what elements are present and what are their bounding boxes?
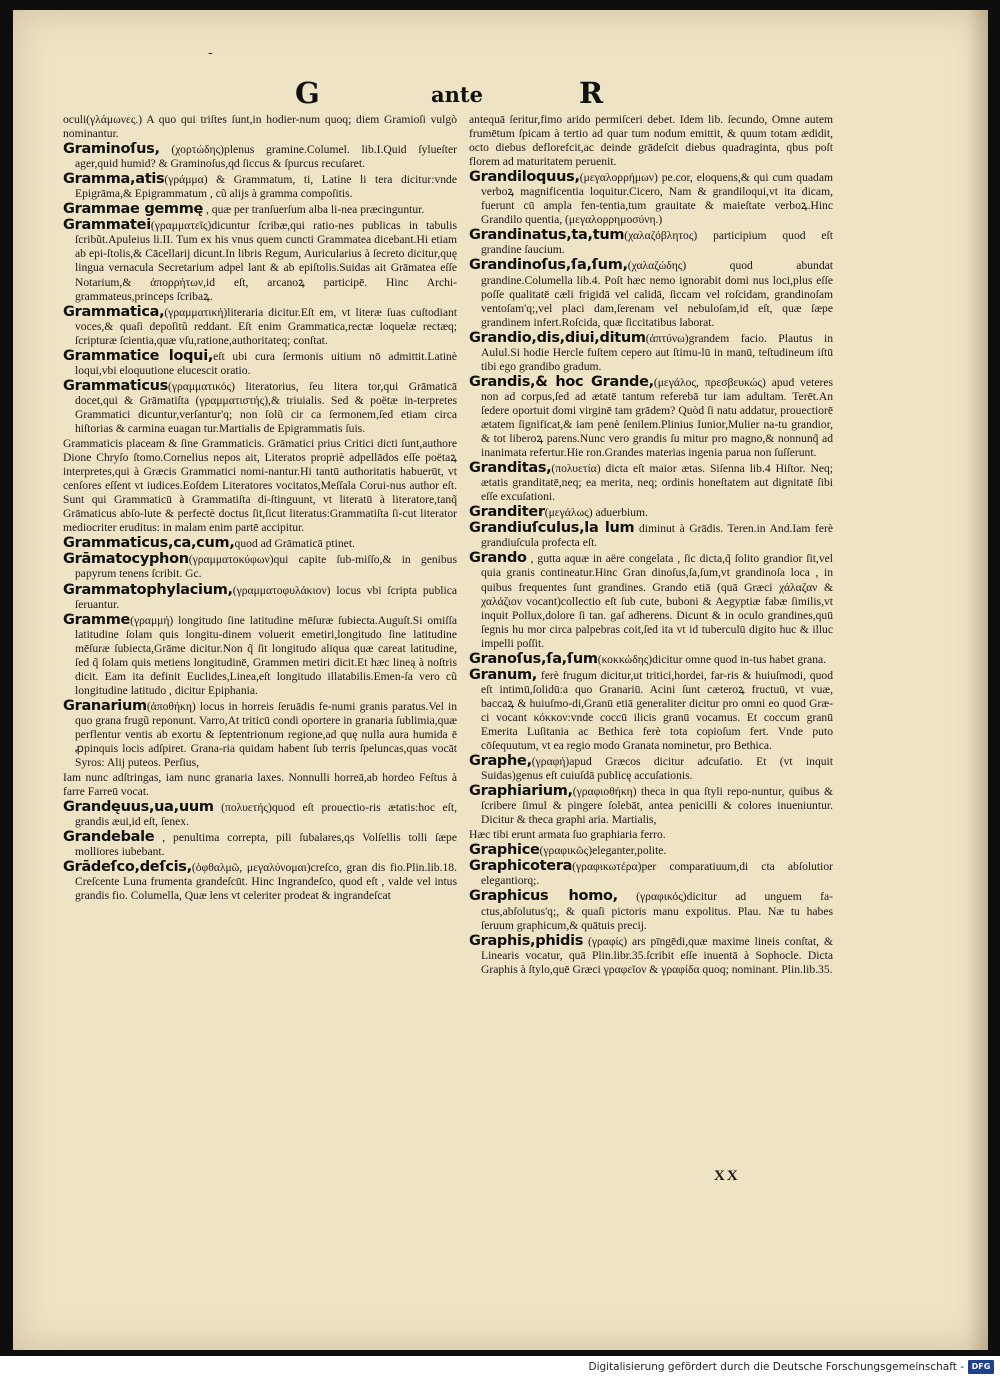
- dictionary-entry: [63, 860, 457, 903]
- entry-text: Iam nunc adſtringas, iam nunc granaria laxes. Nonnulli horreā,ab hordeo Feſtus à farre Farreū vocat.: [63, 771, 457, 799]
- dictionary-entry: [469, 934, 833, 977]
- dictionary-entry: [63, 830, 457, 859]
- entry-headword: Gramme: [63, 611, 131, 628]
- entry-headword: Graphiarium,: [469, 783, 573, 800]
- entry-text: Grammaticis placeam & ſine Grammaticis. Grāmatici prius Critici dicti ſunt,authore Dione Chryſo ſtomo.Cornelius nepos ait, Literatos propriè adpellādos eſſe poëtaꝝ interpretes,qui à Græcis Grammatici nomi-nantur.Hi tantū authoritatis habuerūt, vt cenſores eſſent vt iudices.Eoſdem Literatores vocitatos,Meſſala Corui-nus author eſt. Sunt qui Grammaticū à Grammatiſta di-ſtinguunt, vt literatū à literatore,tanq̃ Grāmaticus abſo-lute & perfectè doctus ſit,ſicut literatus:Grammatiſta ſi-cut literator mediocriter eruditus: in malam enim partē accipitur.: [63, 437, 457, 535]
- entry-text: (χαλαζόβλητος) participium quod eſt grandine ſaucium.: [481, 229, 833, 257]
- entry-headword: Grāmatocyphon: [63, 551, 189, 568]
- dictionary-entry: [469, 668, 833, 753]
- entry-headword: Graphicotera: [469, 858, 573, 875]
- dictionary-entry: [469, 461, 833, 504]
- entry-headword: Grandęuus,ua,uum: [63, 799, 214, 816]
- dictionary-entry: [469, 258, 833, 329]
- entry-text: (μεγάλος, πρεσβευκώς) apud veteres non ad corpus,ſed ad ætatē tantum referebā tur iam adultam. Terēt.An ſedere oportuit domi virginē tam grādem? Quòd ſi natu addatur, prouectiorē ætatem ſignificat,& iam penè ſenilem.Plinius Iunior,Mulier na-tu grandior, & tot liberoꝝ parens.Nunc vero grandis ſu mitur pro magno,& nonnunq̃ ad inanimata refertur.Hie ron.Grandes materias ingenia parua non ſuſſerunt.: [481, 375, 833, 460]
- entry-headword: Grammatica,: [63, 303, 165, 320]
- entry-headword: Graminoſus,: [63, 141, 160, 158]
- entry-text: (γράμμα) & Grammatum, ti, Latine li tera dicitur:vnde Epigrāma,& Epigrammatum , cũ alijs à gramma compoſitis.: [75, 173, 457, 201]
- dictionary-entry: [469, 828, 833, 842]
- entry-headword: Grammatei: [63, 217, 151, 234]
- entry-headword: Grandio,dis,diui,ditum: [469, 329, 646, 346]
- dictionary-entry: [469, 228, 833, 257]
- dictionary-entry: [469, 505, 833, 520]
- entry-text: (γραφικός)dicitur ad unguem fa-ctus,abſolutus'q;, & quaſi pictoris manu expolitus. Plau. Næ tu habes ſeruum graphicum,& quātuis precij.: [481, 890, 833, 932]
- entry-headword: Gramma,atis: [63, 171, 165, 188]
- catchword: XX: [714, 1168, 740, 1184]
- entry-text: (γραμματική)literaria dicitur.Eſt em, vt literæ ſuas cuſtodiant voces,& quaſi depoſitũ reddant. Eſt enim Grammatica,rectæ loquelæ rectæq; ſcripturæ ſcientia,quæ vſu,ratione,authoritateq; conſtat.: [75, 305, 457, 347]
- entry-text: (γραμματικός) literatorius, ſeu litera tor,qui Grāmaticā docet,qui & Grāmatiſta (γραμματιστής),& triuialis. Sed & poëtæ in-terpretes Grammatici dicuntur,verſantur'q; non ſolũ cir ca ſermonem,ſed etiam circa hiſtorias & carmina euagan tur.Martialis de Epigrammatis ſuis.: [75, 379, 457, 435]
- entry-text: (ἁπτύνω)grandem facio. Plautus in Aulul.Si hodie Hercle fuſtem cepero aut ſtimu-lū in manū, teſtudineum iſtū tibi ego grandibo gradum.: [481, 331, 833, 373]
- running-head: [13, 76, 988, 108]
- dictionary-entry: [63, 113, 457, 141]
- dictionary-entry: [63, 613, 457, 698]
- dictionary-entry: [63, 800, 457, 829]
- entry-text: , penultima correpta, pili ſubalares,qs Volſellis tolli ſæpe molliores iubebant.: [75, 831, 457, 859]
- entry-headword: Grandinoſus,ſa,ſum,: [469, 257, 628, 274]
- entry-headword: Grammae gemmę: [63, 201, 204, 218]
- running-head-right: R: [579, 76, 604, 110]
- entry-headword: Grammaticus: [63, 377, 168, 394]
- entry-text: diminut à Grādis. Teren.in And.Iam ferè grandiuſcula profecta eſt.: [481, 522, 833, 550]
- entry-text: oculi(γλάμωνες.) A quo qui triſtes ſunt,in hodier-num quoq; diem Gramioſi vulgò nominantur.: [63, 113, 457, 141]
- dictionary-entry: [63, 536, 457, 551]
- entry-headword: Grammatophylacium,: [63, 581, 233, 598]
- entry-text: (πολυετής)quod eſt prouectio-ris ætatis:hoc eſt, grandis æui,id eſt, ſenex.: [75, 801, 457, 829]
- entry-headword: Grandinatus,ta,tum: [469, 227, 625, 244]
- entry-text: (γραμματοκύφων)qui capite ſub-miſſo,& in genibus papyrum tenens ſcribit. Gc.: [75, 553, 457, 581]
- dictionary-entry: [469, 784, 833, 827]
- dictionary-entry: [469, 889, 833, 932]
- dictionary-entry: [63, 172, 457, 201]
- entry-text: , gutta aquæ in aëre congelata , ſic dicta,q̃ ſolito grandior ſit,vel quia granis contineatur.Hinc Gran dinoſus,ſa,ſum,vt grandinoſa loca , in quibus frequentes ſunt grandines. Grando etiā (quā Græci χάλαζαν & χαλάζιον vocant)collectio eſt ſub cute, buboni & Aegyptiæ fabæ ſimilis,vt inquit Pollux,dolore ſi tan. gaſ adherens. Dicunt & in oculo grandines,quū ſegnis hu mor circa palpebras coit,ſed ita vt id tuberculū digito huc & illuc impelli poſſit.: [481, 552, 833, 650]
- entry-headword: Grandiloquus,: [469, 169, 580, 186]
- entry-text: (πολυετία) dicta eſt maior ætas. Siſenna lib.4 Hiſtor. Neq; ætatis granditatē,neq; ea merita, neq; ordinis honeſtatem aut dignitatē ſibi eſſe excuſationi.: [481, 462, 833, 504]
- dictionary-entry: [63, 142, 457, 171]
- entry-text: Hæc tibi erunt armata ſuo graphiaria ferro.: [469, 828, 666, 842]
- entry-text: (μεγάλως) aduerbium.: [544, 506, 648, 520]
- entry-headword: Grammatice loqui,: [63, 347, 214, 364]
- entry-headword: Grādeſco,deſcis,: [63, 859, 192, 876]
- entry-text: (γραφιοθήκη) theca in qua ſtyli repo-nuntur, quibus & ſcribere ſimul & pingere ſolebāt, antea penicilli & colores inueniuntur. Dicitur & theca graphi aria. Martialis,: [481, 785, 833, 827]
- dictionary-entry: [63, 379, 457, 436]
- entry-headword: Graphice: [469, 842, 540, 859]
- entry-text: (γραφικωτέρα)per comparatiuum,di cta abſolutior elegantiorq;.: [481, 860, 833, 888]
- entry-headword: Grammaticus,ca,cum,: [63, 535, 235, 552]
- entry-headword: Graphe,: [469, 753, 532, 770]
- dictionary-entry: [469, 331, 833, 374]
- dictionary-entry: [63, 699, 457, 770]
- entry-text: (χαλαζώδης) quod abundat grandine.Columella lib.4. Poſt hæc nemo ignorabit domi nus loci,plus eſſe poſſe qualitatē cæli frigidā vel calidā, ſiccam vel roſcidam, grandinoſam ventoſam'q;,vel placi dam,ſerenam vel nebuloſam,id eſt, quæ ſæpe grandinem infert.Roſcida, quæ ſiccitatibus laborat.: [481, 259, 833, 329]
- dictionary-entry: [469, 113, 833, 169]
- entry-headword: Granoſus,ſa,ſum: [469, 650, 598, 667]
- running-head-left: G: [295, 76, 320, 110]
- entry-headword: Granarium: [63, 697, 147, 714]
- entry-text: (γραμματοφυλάκιον) locus vbi ſcripta publica ſeruantur.: [75, 583, 457, 611]
- entry-headword: Granum,: [469, 666, 537, 683]
- page-mark: -: [208, 45, 213, 61]
- entry-text: ferè frugum dicitur,ut tritici,hordei, far-ris & huiuſmodi, quod eſt intimū,ſolidū:a quo Granariū. Acini ſunt cæteroꝝ fructuū, vt vuæ, baccaꝝ & huiuſmo-di,Granū etiā generaliter dicitur pro omni eo quod Græ-ci vocant κόκκον:vnde coccū ilicis granū vocamus. Et coccum granū Emerita Luſitania ac Bethica ferè tota copioſum fert. Vnde puto cōſequutum, vt ea regio modo Granata nominetur, pro Bethica.: [481, 668, 833, 753]
- entry-headword: Grando: [469, 550, 527, 567]
- entry-text: eſt ubi cura ſermonis uitium nō admittit.Latinè loqui,vbi eloquutione elucescit oratio.: [75, 349, 457, 377]
- dictionary-entry: [63, 305, 457, 348]
- dictionary-entry: [63, 583, 457, 612]
- dictionary-entry: [63, 349, 457, 378]
- entry-text: (γραμματεῖς)dicuntur ſcribæ,qui ratio-nes publicas in tabulis ſcribũt.Apuleius li.II. Tum ex his vnus quem cuncti Grammatea dicebant.Hi etiam ab epi-ſtolis,& Cācellarij dicunt.In libris Regum, Auricularius à ſecreto dicitur,quę lingua vernacula Secretarium adpel lant & ab epiſtolis.Suidas ait Grāmatea eſſe Notarium,& ἀπορρήτων,id eſt, arcanoꝝ participē. Hinc Archi-grammateus,princeps ſcribaꝝ.: [75, 219, 457, 303]
- funding-credit: Digitalisierung gefördert durch die Deutsche Forschungsgemeinschaft -: [588, 1361, 964, 1373]
- entry-headword: Grandis,& hoc Grande,: [469, 373, 654, 390]
- entry-text: antequā ſeritur,fimo arido permiſceri debet. Idem lib. ſecundo, Omne autem frumētum ſpicam à tertio ad quar tum nodum emittit, & quum totam ædidit, octo diebus deflorefcit,ac deinde grādeſcit diebus quadraginta, qbus poſt florem ad maturitatem peruenit.: [469, 113, 833, 169]
- entry-text: (κοκκώδης)dicitur omne quod in-tus habet grana.: [597, 652, 827, 666]
- dictionary-entry: [63, 771, 457, 799]
- entry-text: (μεγαλορρήμων) pe.cor, eloquens,& qui cum quadam verboꝝ magnificentia loquitur.Cicero, Nam & grandiloqui,vt ita dicam, fuerunt cū ampla fen-tentia,tum grauitate & maieſtate verboꝝ.Hinc Grandilo quentia, (μεγαλορρημοσύνη.): [481, 171, 833, 227]
- right-column: [469, 113, 833, 978]
- entry-text: , quæ per tranſuerſum alba li-nea præcinguntur.: [203, 203, 425, 217]
- dictionary-entry: [469, 521, 833, 550]
- left-column: [63, 113, 457, 905]
- dictionary-entry: [63, 218, 457, 303]
- dictionary-entry: [469, 170, 833, 227]
- entry-headword: Graphicus homo,: [469, 888, 618, 905]
- dictionary-entry: [63, 552, 457, 581]
- entry-text: (γραφή)apud Græcos dicitur adcuſatio. Et (vt inquit Suidas)genus eſt cuiuſdā publicę accuſationis.: [481, 755, 833, 783]
- dictionary-entry: [469, 843, 833, 858]
- entry-headword: Graphis,phidis: [469, 932, 584, 949]
- dictionary-entry: [469, 375, 833, 460]
- dictionary-entry: [469, 652, 833, 667]
- entry-text: (ὀφθαλμῶ, μεγαλύνομαι)creſco, gran dis fio.Plin.lib.18. Creſcente Luna frumenta grandeſcūt. Hinc Ingrandeſco, quod eſt , valde vel intus grandis fio. Columella, Quæ lens vt celeriter prodeat & ingrandeſcat: [75, 861, 457, 903]
- dictionary-entry: [469, 859, 833, 888]
- dictionary-entry: [469, 551, 833, 650]
- entry-headword: Granditas,: [469, 460, 552, 477]
- entry-text: (γραμμή) longitudo ſine latitudine mēſuræ ſubiecta.Auguſt.Si omiſſa latitudine ſolam quis longitu-dinem voluerit emetiri,longitudo ſine latitudine mēſuræ ſubiecta,Grāme dicitur.Non q̃ ſit longitudo aliqua quæ careat latitudine, ſed q̃ ſolam quis metiens longitudinē, Grammen metiri dicit.Et hæc lineą à noſtris dicit. Eam ita definit Euclides,Linea,eſt longitudo illatabilis.Emen-ſa vero cũ longitudine latitudo , dicitur Epiphania.: [75, 613, 457, 697]
- entry-text: (γραφικῶς)eleganter,polite.: [539, 844, 667, 858]
- dictionary-entry: [63, 437, 457, 535]
- entry-headword: Grandiuſculus,la lum: [469, 520, 635, 537]
- entry-text: (ἀποθήκη) locus in horreis ſeruādis fe-numi granis paratus.Vel in quo grana frugũ reponunt. Varro,At triticū condi oportere in granaria ſublimia,quæ perflentur ventis ab exortu & ſeptentrionum regione,ad quę nulla aura humida ē ꝓpinquis locis adſpiret. Grana-ria quidam habent ſub terris ſpeluncas,quas vocāt Syros: Alij puteos. Perſius,: [75, 699, 457, 770]
- entry-text: (γραφίς) ars pīngēdi,quæ maxime lineis conſtat, & Linearis vocatur, quā Plin.libr.35.ſcribit eſſe inuentā à Sophocle. Dicta Graphis à ſtylo,quē Græci γραφεῖον & γραφίδα quoq; nominant. Plin.lib.35.: [481, 934, 833, 976]
- dictionary-entry: [469, 754, 833, 783]
- book-page: [13, 10, 988, 1350]
- footer-bar: [0, 1356, 1000, 1380]
- dfg-logo-icon: DFG: [968, 1360, 994, 1374]
- dictionary-entry: [63, 202, 457, 217]
- entry-text: (χορτώδης)plenus gramine.Columel. lib.I.Quid ſylueſter ager,quid humid? & Graminoſus,qd ſiccus & ſpurcus recuſaret.: [75, 143, 457, 171]
- entry-headword: Granditer: [469, 504, 545, 521]
- entry-headword: Grandebale: [63, 829, 155, 846]
- entry-text: quod ad Grāmaticā ptinet.: [234, 537, 355, 551]
- running-head-middle: ante: [431, 82, 483, 107]
